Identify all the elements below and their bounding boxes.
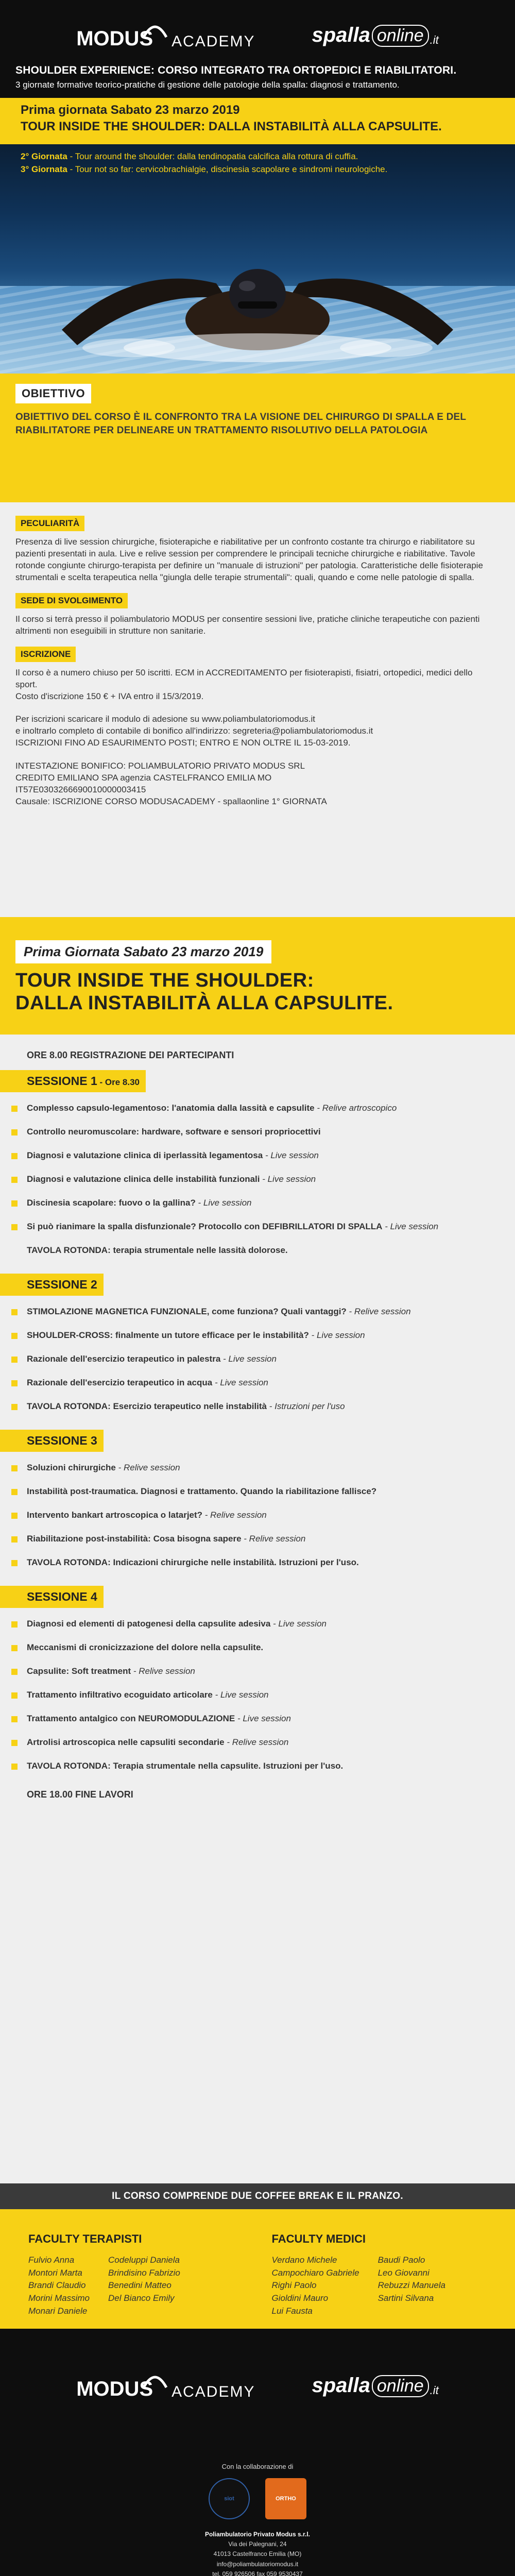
peculiarita-block: [15, 516, 515, 584]
item-title: Soluzioni chirurgiche: [27, 1463, 116, 1472]
session-1-time: - Ore 8.30: [97, 1077, 140, 1087]
item-title: Complesso capsulo-legamentoso: l'anatomia dalla lassità e capsulite: [27, 1103, 315, 1113]
square-bullet-icon: [11, 1692, 18, 1699]
doctors-column-2: [378, 2254, 445, 2317]
header: [0, 0, 515, 98]
session-item: [0, 1398, 515, 1415]
square-bullet-icon: [11, 1560, 18, 1566]
session-item: [0, 1663, 515, 1680]
course-info: [0, 502, 515, 917]
modus-arc-icon: [142, 20, 168, 40]
item-note: - Live session: [382, 1222, 438, 1231]
programme-title-line-1: TOUR INSIDE THE SHOULDER:: [15, 970, 515, 992]
phone-fax: tel. 059 926506 fax 059 9530437: [0, 2569, 515, 2576]
item-note: - Live session: [309, 1330, 365, 1340]
therapists-column-2: [108, 2254, 180, 2317]
square-bullet-icon: [11, 1669, 18, 1675]
faculty-name: Codeluppi Daniela: [108, 2254, 180, 2267]
session-item: [0, 1350, 515, 1368]
swimmer-illustration: [0, 144, 515, 374]
hero-swimmer-image: [0, 144, 515, 374]
faculty-name: Rebuzzi Manuela: [378, 2279, 445, 2292]
session-item: [0, 1147, 515, 1164]
item-title: Trattamento antalgico con NEUROMODULAZIONE: [27, 1714, 235, 1723]
session-item: [0, 1374, 515, 1392]
session-4-label: [0, 1586, 104, 1608]
iscrizione-text-4: e inoltrarlo completo di contabile di bonifico all'indirizzo: segreteria@poliambulatoriomodus.it: [15, 725, 484, 737]
address-line-2: 41013 Castelfranco Emilia (MO): [0, 2549, 515, 2559]
faculty-name: Brindisino Fabrizio: [108, 2267, 180, 2280]
doctors-column-1: [272, 2254, 359, 2317]
faculty-name: Benedini Matteo: [108, 2279, 180, 2292]
session-item: [0, 1615, 515, 1633]
bonifico-line-2: CREDITO EMILIANO SPA agenzia CASTELFRANCO EMILIA MO: [15, 772, 484, 784]
peculiarita-text: Presenza di live session chirurgiche, fisioterapiche e riabilitative per un confronto costante tra chirurgo e riabilitatore su pazienti presentati in aula. Live e relive session per comprendere le principali tecniche chirurgiche e riabilitative. Tavole rotonde congiunte chirurgo-terapista per definire un "manuale di istruzioni" per patologia. Caratteristiche delle fisioterapie strumentali e scelta terapeutica nella "giungla delle terapie strumentali": quali, quando e come nelle patologie di spalla.: [15, 536, 484, 584]
square-bullet-icon: [11, 1764, 18, 1770]
faculty-name: Sartini Silvana: [378, 2292, 445, 2305]
siot-logo: siot: [209, 2478, 250, 2519]
spalla-word: spalla: [312, 2374, 370, 2397]
banner-title: TOUR INSIDE THE SHOULDER: DALLA INSTABILITÀ ALLA CAPSULITE.: [21, 120, 515, 134]
partner-logos: [0, 2478, 515, 2519]
square-bullet-icon: [11, 1621, 18, 1628]
bonifico-iban: IT57E0303266690010000003415: [15, 784, 484, 796]
session-item: [0, 1530, 515, 1548]
spallaonline-logo: [312, 24, 438, 47]
online-word: online: [372, 25, 429, 47]
item-title: Razionale dell'esercizio terapeutico in acqua: [27, 1378, 212, 1387]
session-item: [0, 1554, 515, 1571]
item-note: - Relive session: [225, 1737, 289, 1747]
banner-date: Prima giornata Sabato 23 marzo 2019: [21, 103, 515, 117]
item-title: Diagnosi e valutazione clinica delle instabilità funzionali: [27, 1174, 260, 1184]
session-item: [0, 1194, 515, 1212]
objective-text: OBIETTIVO DEL CORSO È IL CONFRONTO TRA LA VISIONE DEL CHIRURGO DI SPALLA E DEL RIABILITATORE PER DELINEARE UN TRATTAMENTO RISOLUTIVO DELLA PATOLOGIA: [15, 411, 494, 437]
academy-word: ACADEMY: [171, 2383, 255, 2401]
other-days-list: [21, 151, 505, 177]
modus-academy-logo: [76, 20, 255, 50]
square-bullet-icon: [11, 1465, 18, 1471]
first-day-banner: [0, 98, 515, 144]
session-item: [0, 1327, 515, 1344]
square-bullet-icon: [11, 1489, 18, 1495]
faculty-therapists-title: FACULTY TERAPISTI: [28, 2232, 272, 2246]
session-3-title: SESSIONE 3: [27, 1434, 97, 1447]
faculty-name: Leo Giovanni: [378, 2267, 445, 2280]
online-word: online: [372, 2375, 429, 2397]
item-note: - Live session: [212, 1378, 268, 1387]
square-bullet-icon: [11, 1740, 18, 1746]
session-2-label: [0, 1274, 104, 1296]
session-item: [0, 1123, 515, 1141]
sessions-list: [0, 1035, 515, 2183]
iscrizione-text-2: Costo d'iscrizione 150 € + IVA entro il 15/3/2019.: [15, 691, 484, 703]
session-item: [0, 1483, 515, 1500]
session-1: [0, 1070, 515, 1259]
item-title: Intervento bankart artroscopica o latarjet?: [27, 1510, 202, 1520]
item-note: - Relive session: [202, 1510, 267, 1520]
session-item: [0, 1303, 515, 1320]
session-4: [0, 1586, 515, 1775]
footer-logos: [0, 2329, 515, 2401]
faculty-doctors-title: FACULTY MEDICI: [272, 2232, 515, 2246]
item-title: Diagnosi e valutazione clinica di iperlassità legamentosa: [27, 1150, 263, 1160]
day-2-line: [21, 151, 505, 162]
contact-info: [0, 2530, 515, 2576]
square-bullet-icon: [11, 1716, 18, 1722]
session-1-label: [0, 1070, 146, 1092]
faculty-name: Campochiaro Gabriele: [272, 2267, 359, 2280]
item-title: Trattamento infiltrativo ecoguidato articolare: [27, 1690, 213, 1700]
item-note: - Live session: [270, 1619, 327, 1629]
item-title: Si può rianimare la spalla disfunzionale? Protocollo con DEFIBRILLATORI DI SPALLA: [27, 1222, 382, 1231]
modus-word: MODUS: [76, 2378, 153, 2401]
session-3: [0, 1430, 515, 1571]
iscrizione-text-1: Il corso è a numero chiuso per 50 iscritti. ECM in ACCREDITAMENTO per fisioterapisti, fisiatri, ortopedici, medici dello sport.: [15, 667, 484, 691]
item-title: Diagnosi ed elementi di patogenesi della capsulite adesiva: [27, 1619, 270, 1629]
therapists-column-1: [28, 2254, 90, 2317]
session-item: [0, 1710, 515, 1727]
session-item: [0, 1171, 515, 1188]
faculty-section: [0, 2209, 515, 2329]
session-3-label: [0, 1430, 104, 1452]
ortho-logo: ORTHO: [265, 2478, 306, 2519]
programme-date: Prima Giornata Sabato 23 marzo 2019: [15, 940, 271, 963]
day-2-number: 2° Giornata: [21, 151, 67, 161]
item-note: - Live session: [260, 1174, 316, 1184]
sede-label: SEDE DI SVOLGIMENTO: [15, 593, 128, 608]
session-item: [0, 1686, 515, 1704]
item-title: Capsulite: Soft treatment: [27, 1666, 131, 1676]
spalla-word: spalla: [312, 24, 370, 47]
bonifico-line-1: INTESTAZIONE BONIFICO: POLIAMBULATORIO PRIVATO MODUS SRL: [15, 760, 484, 772]
modus-arc-icon: [142, 2370, 168, 2391]
item-title: TAVOLA ROTONDA: Indicazioni chirurgiche nelle instabilità. Istruzioni per l'uso.: [27, 1557, 359, 1567]
collaboration-label: Con la collaborazione di: [0, 2463, 515, 2470]
iscrizione-block: [15, 647, 515, 808]
coffee-break-notice: IL CORSO COMPRENDE DUE COFFEE BREAK E IL PRANZO.: [0, 2183, 515, 2209]
objective-label: OBIETTIVO: [15, 384, 91, 403]
square-bullet-icon: [11, 1153, 18, 1159]
iscrizione-label: ISCRIZIONE: [15, 647, 76, 662]
bonifico-causale: Causale: ISCRIZIONE CORSO MODUSACADEMY - spallaonline 1° GIORNATA: [15, 796, 484, 808]
square-bullet-icon: [11, 1536, 18, 1543]
it-word: .it: [430, 33, 439, 47]
peculiarita-label: PECULIARITÀ: [15, 516, 84, 531]
header-logos: [0, 0, 515, 50]
programme-title: [15, 970, 515, 1014]
square-bullet-icon: [11, 1200, 18, 1207]
session-item: [0, 1757, 515, 1775]
session-2-title: SESSIONE 2: [27, 1278, 97, 1291]
faculty-name: Lui Fausta: [272, 2305, 359, 2318]
iscrizione-text-5: ISCRIZIONI FINO AD ESAURIMENTO POSTI; ENTRO E NON OLTRE IL 15-03-2019.: [15, 737, 484, 749]
it-word: .it: [430, 2384, 439, 2397]
programme-title-line-2: DALLA INSTABILITÀ ALLA CAPSULITE.: [15, 992, 515, 1015]
square-bullet-icon: [11, 1177, 18, 1183]
item-note: - Live session: [220, 1354, 277, 1364]
square-bullet-icon: [11, 1645, 18, 1651]
header-subtitle: 3 giornate formative teorico-pratiche di gestione delle patologie della spalla: diagnosi e trattamento.: [15, 80, 505, 90]
item-title: Riabilitazione post-instabilità: Cosa bisogna sapere: [27, 1534, 242, 1544]
item-title: TAVOLA ROTONDA: Terapia strumentale nella capsulite. Istruzioni per l'uso.: [27, 1761, 343, 1771]
email-address: info@poliambulatoriomodus.it: [0, 2560, 515, 2569]
item-title: STIMOLAZIONE MAGNETICA FUNZIONALE, come funziona? Quali vantaggi?: [27, 1307, 347, 1316]
footer-modus-academy-logo: [76, 2370, 255, 2401]
modus-word: MODUS: [76, 27, 153, 50]
item-title: SHOULDER-CROSS: finalmente un tutore efficace per le instabilità?: [27, 1330, 309, 1340]
item-note: - Istruzioni per l'uso: [267, 1401, 345, 1411]
square-bullet-icon: [11, 1513, 18, 1519]
programme-header: [0, 917, 515, 1035]
faculty-name: Baudi Paolo: [378, 2254, 445, 2267]
square-bullet-icon: [11, 1106, 18, 1112]
square-bullet-icon: [11, 1224, 18, 1230]
registration-time: ORE 8.00 REGISTRAZIONE DEI PARTECIPANTI: [0, 1050, 515, 1061]
footer: [0, 2329, 515, 2576]
sede-block: [15, 593, 515, 637]
item-title: Controllo neuromuscolare: hardware, software e sensori propriocettivi: [27, 1127, 321, 1137]
faculty-therapists: [28, 2232, 272, 2329]
session-1-title: SESSIONE 1: [27, 1074, 97, 1088]
session-item: [0, 1734, 515, 1751]
company-name: Poliambulatorio Privato Modus s.r.l.: [0, 2530, 515, 2539]
faculty-name: Gioldini Mauro: [272, 2292, 359, 2305]
faculty-name: Del Bianco Emily: [108, 2292, 180, 2305]
faculty-name: Righi Paolo: [272, 2279, 359, 2292]
session-item: [0, 1099, 515, 1117]
day-2-text: - Tour around the shoulder: dalla tendinopatia calcifica alla rottura di cuffia.: [67, 151, 358, 161]
faculty-name: Montori Marta: [28, 2267, 90, 2280]
square-bullet-icon: [11, 1357, 18, 1363]
header-title: SHOULDER EXPERIENCE: CORSO INTEGRATO TRA ORTOPEDICI E RIABILITATORI.: [15, 64, 505, 77]
session-item: [0, 1218, 515, 1235]
session-4-title: SESSIONE 4: [27, 1590, 97, 1603]
item-note: - Live session: [213, 1690, 269, 1700]
square-bullet-icon: [11, 1309, 18, 1315]
square-bullet-icon: [11, 1129, 18, 1136]
address-line-1: Via dei Palegnani, 24: [0, 2539, 515, 2549]
item-note: - Live session: [196, 1198, 252, 1208]
item-note: - Relive session: [347, 1307, 411, 1316]
square-bullet-icon: [11, 1380, 18, 1386]
item-title: Meccanismi di cronicizzazione del dolore nella capsulite.: [27, 1642, 263, 1652]
faculty-name: Verdano Michele: [272, 2254, 359, 2267]
item-note: - Relive session: [131, 1666, 195, 1676]
item-note: - Relive session: [242, 1534, 306, 1544]
session-item: [0, 1459, 515, 1477]
item-note: - Relive session: [116, 1463, 180, 1472]
item-note: - Live session: [263, 1150, 319, 1160]
item-title: TAVOLA ROTONDA: Esercizio terapeutico nelle instabilità: [27, 1401, 267, 1411]
faculty-name: Morini Massimo: [28, 2292, 90, 2305]
faculty-name: Brandi Claudio: [28, 2279, 90, 2292]
item-note: - Live session: [235, 1714, 291, 1723]
sede-text: Il corso si terrà presso il poliambulatorio MODUS per consentire sessioni live, pratiche cliniche terapeutiche con pazienti altrimenti non eseguibili in strutture non sanitarie.: [15, 614, 484, 637]
item-title: Instabilità post-traumatica. Diagnosi e trattamento. Quando la riabilitazione fallisce?: [27, 1486, 376, 1496]
iscrizione-text-3: Per iscrizioni scaricare il modulo di adesione su www.poliambulatoriomodus.it: [15, 714, 484, 725]
item-title: TAVOLA ROTONDA: terapia strumentale nelle lassità dolorose.: [27, 1245, 288, 1255]
item-title: Razionale dell'esercizio terapeutico in palestra: [27, 1354, 220, 1364]
day-3-number: 3° Giornata: [21, 164, 67, 174]
faculty-name: Monari Daniele: [28, 2305, 90, 2318]
square-bullet-icon: [11, 1404, 18, 1410]
item-title: Artrolisi artroscopica nelle capsuliti secondarie: [27, 1737, 225, 1747]
session-item: [0, 1242, 515, 1259]
item-title: Discinesia scapolare: fuovo o la gallina?: [27, 1198, 196, 1208]
faculty-name: Fulvio Anna: [28, 2254, 90, 2267]
item-note: - Relive artroscopico: [315, 1103, 397, 1113]
session-item: [0, 1639, 515, 1656]
session-item: [0, 1506, 515, 1524]
faculty-doctors: [272, 2232, 515, 2329]
session-2: [0, 1274, 515, 1415]
square-bullet-icon: [11, 1333, 18, 1339]
day-3-text: - Tour not so far: cervicobrachialgie, discinesia scapolare e sindromi neurologiche.: [67, 164, 387, 174]
day-3-line: [21, 164, 505, 175]
end-time: ORE 18.00 FINE LAVORI: [0, 1789, 515, 1800]
objective-section: [0, 374, 515, 502]
academy-word: ACADEMY: [171, 33, 255, 50]
footer-spallaonline-logo: [312, 2374, 438, 2397]
